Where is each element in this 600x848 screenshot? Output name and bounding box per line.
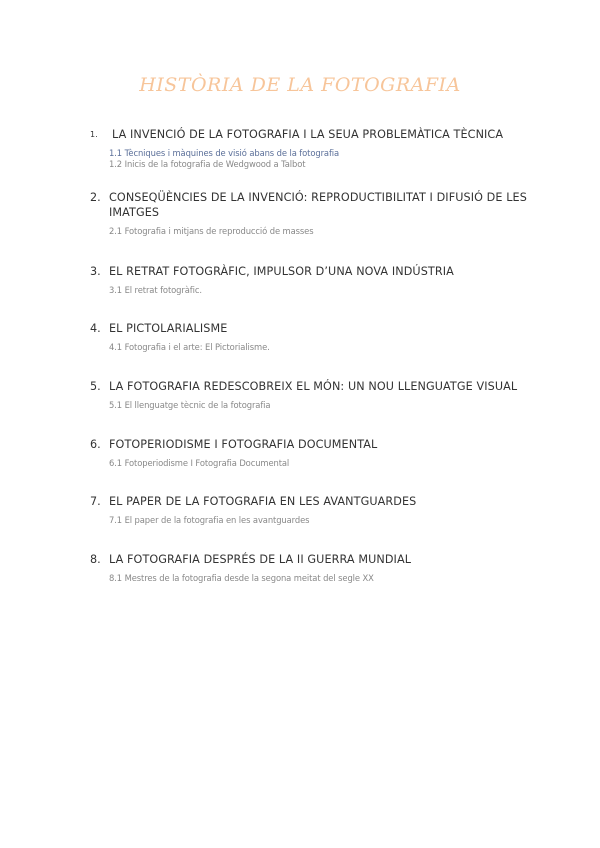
subsection-list	[109, 148, 530, 170]
chapter-number: 4.	[90, 322, 101, 335]
chapter-heading	[90, 552, 530, 567]
chapter-title: EL PAPER DE LA FOTOGRAFIA EN LES AVANTGUARDES	[109, 495, 417, 508]
subsection: 4.1 Fotografia i el arte: El Pictorialisme.	[109, 342, 270, 352]
subsection: 5.1 El llenguatge tècnic de la fotografia	[109, 400, 271, 410]
subsection-list	[109, 573, 530, 584]
chapter-title: LA INVENCIÓ DE LA FOTOGRAFIA I LA SEUA PROBLEMÀTICA TÈCNICA	[112, 128, 504, 141]
subsection-list	[109, 458, 530, 469]
chapter-title: LA FOTOGRAFIA DESPRÉS DE LA II GUERRA MUNDIAL	[109, 553, 412, 566]
chapter-5	[90, 379, 530, 411]
chapter-heading	[90, 494, 530, 509]
chapter-heading	[90, 321, 530, 336]
subsection-list	[109, 400, 530, 411]
chapter-number: 7.	[90, 495, 101, 508]
chapter-number: 1.	[90, 130, 98, 139]
chapter-number: 8.	[90, 553, 101, 566]
chapter-title: EL RETRAT FOTOGRÀFIC, IMPULSOR D’UNA NOVA INDÚSTRIA	[109, 265, 454, 278]
chapter-title: CONSEQÜÈNCIES DE LA INVENCIÓ: REPRODUCTIBILITAT I DIFUSIÓ DE LES IMATGES	[109, 191, 527, 219]
chapter-heading	[90, 127, 530, 142]
chapter-3	[90, 264, 530, 296]
chapter-number: 5.	[90, 380, 101, 393]
subsection: 1.2 Inicis de la fotografia de Wedgwood a Talbot	[109, 159, 306, 169]
chapter-heading	[90, 379, 530, 394]
subsection-list	[109, 342, 530, 353]
chapter-4	[90, 321, 530, 353]
subsection-list	[109, 285, 530, 296]
chapter-heading	[90, 190, 530, 220]
subsection-list	[109, 515, 530, 526]
chapter-title: LA FOTOGRAFIA REDESCOBREIX EL MÓN: UN NOU LLENGUATGE VISUAL	[109, 380, 518, 393]
subsection: 3.1 El retrat fotogràfic.	[109, 285, 202, 295]
subsection: 7.1 El paper de la fotografia en les avantguardes	[109, 515, 310, 525]
subsection: 8.1 Mestres de la fotografia desde la segona meitat del segle XX	[109, 573, 374, 583]
chapter-heading	[90, 264, 530, 279]
chapter-number: 2.	[90, 191, 101, 204]
subsection-list	[109, 226, 530, 237]
chapter-2	[90, 190, 530, 237]
chapter-8	[90, 552, 530, 584]
document-title: HISTÒRIA DE LA FOTOGRAFIA	[139, 74, 461, 96]
chapter-number: 6.	[90, 438, 101, 451]
chapter-1	[90, 127, 530, 170]
chapter-6	[90, 437, 530, 469]
chapter-title: EL PICTOLARIALISME	[109, 322, 228, 335]
chapter-title: FOTOPERIODISME I FOTOGRAFIA DOCUMENTAL	[109, 438, 378, 451]
subsection: 2.1 Fotografia i mitjans de reproducció de masses	[109, 226, 314, 236]
subsection: 6.1 Fotoperiodisme I Fotografia Documental	[109, 458, 290, 468]
chapter-heading	[90, 437, 530, 452]
chapter-number: 3.	[90, 265, 101, 278]
subsection-link[interactable]: 1.1 Tècniques i màquines de visió abans de la fotografia	[109, 148, 340, 158]
chapter-7	[90, 494, 530, 526]
